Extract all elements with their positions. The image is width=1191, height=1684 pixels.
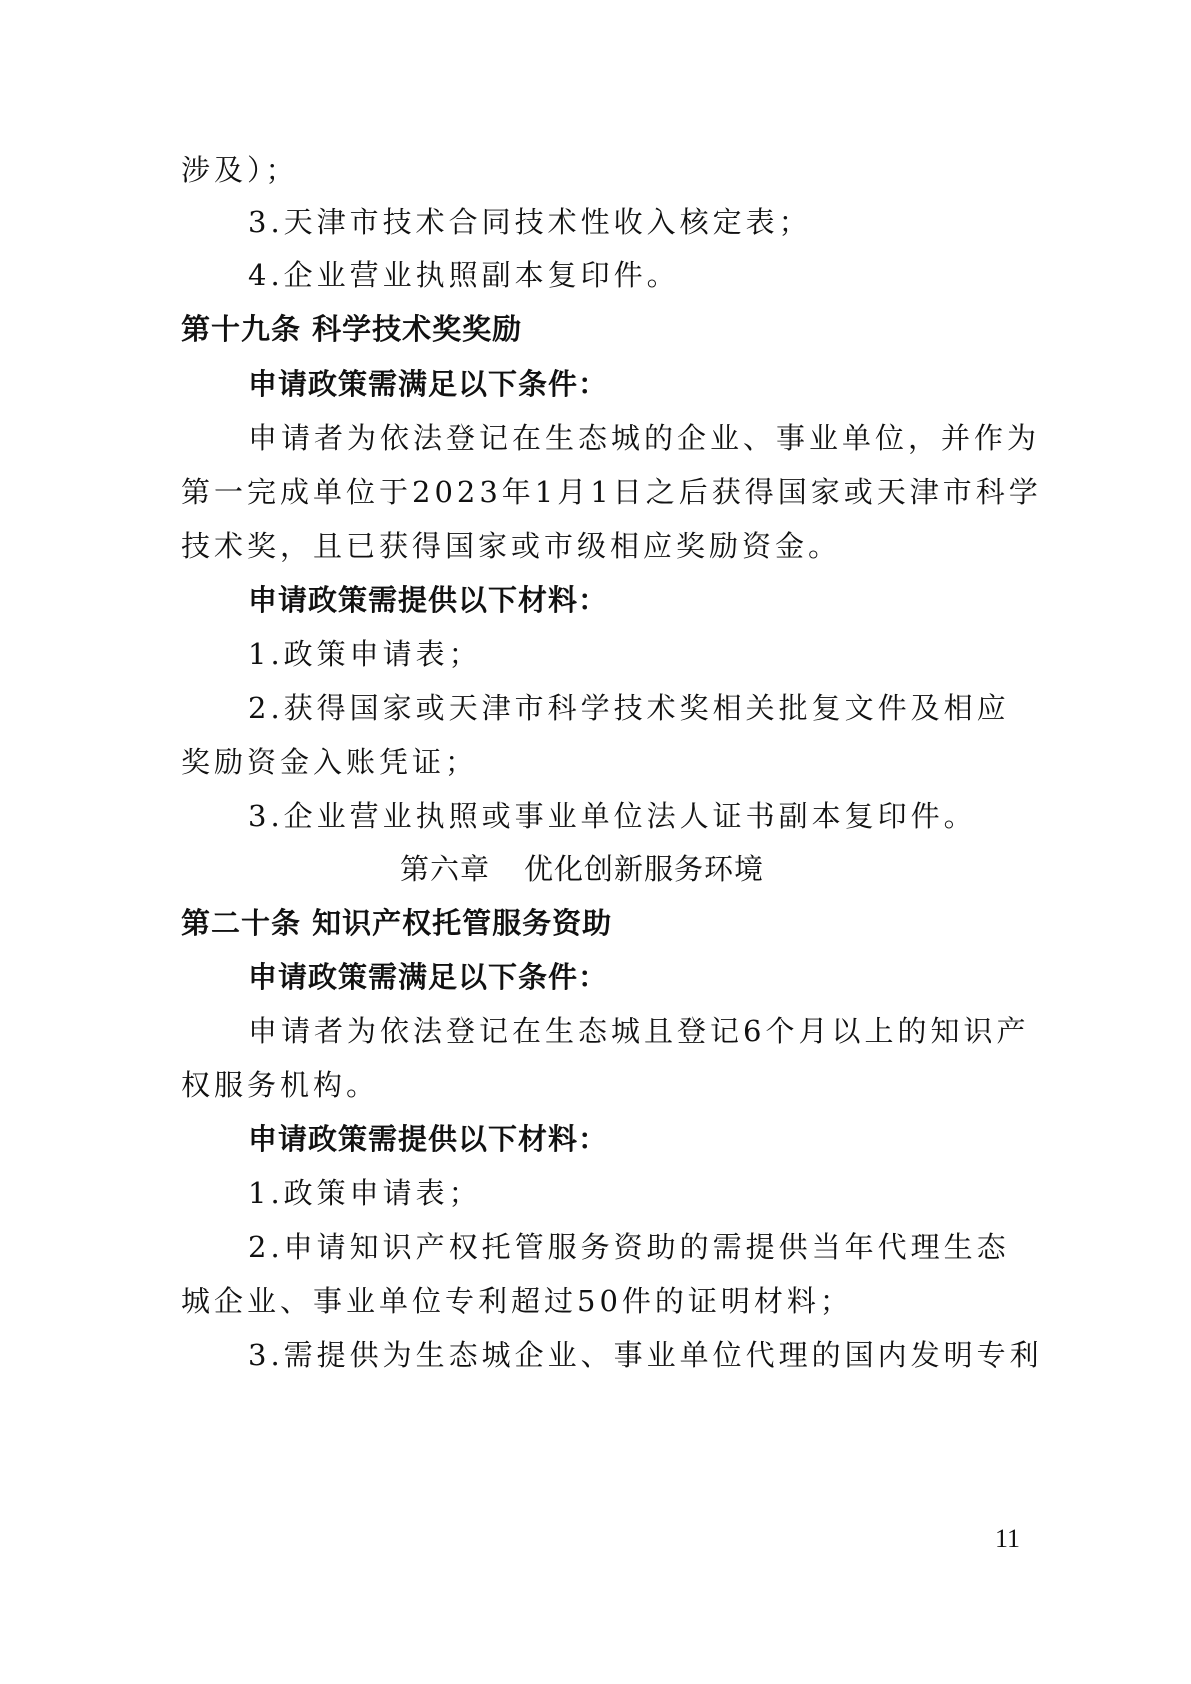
chapter-title: 优化创新服务环境 bbox=[524, 852, 765, 886]
list-item: 1.政策申请表； bbox=[248, 637, 482, 671]
section-label: 申请政策需提供以下材料： bbox=[248, 1122, 609, 1156]
text-line: 第一完成单位于2023年1月1日之后获得国家或天津市科学 bbox=[181, 475, 1042, 509]
article-title: 知识产权托管服务资助 bbox=[312, 906, 613, 940]
article-heading bbox=[181, 311, 1011, 347]
text-line: 奖励资金入账凭证； bbox=[181, 745, 479, 779]
chapter-number: 第六章 bbox=[400, 852, 491, 886]
article-heading bbox=[181, 905, 1011, 941]
text-line: 申请者为依法登记在生态城且登记6个月以上的知识产 bbox=[248, 1014, 1030, 1048]
page-number: 11 bbox=[994, 1524, 1020, 1553]
section-label: 申请政策需满足以下条件： bbox=[248, 960, 609, 994]
text-line: 涉及）； bbox=[181, 153, 299, 187]
list-item: 3.天津市技术合同技术性收入核定表； bbox=[248, 205, 812, 239]
text-line: 申请者为依法登记在生态城的企业、事业单位，并作为 bbox=[248, 421, 1041, 455]
section-label: 申请政策需提供以下材料： bbox=[248, 583, 609, 617]
article-number: 第二十条 bbox=[181, 906, 302, 940]
list-item: 2.申请知识产权托管服务资助的需提供当年代理生态 bbox=[248, 1230, 1010, 1264]
text-line: 城企业、事业单位专利超过50件的证明材料； bbox=[181, 1284, 853, 1318]
article-title: 科学技术奖奖励 bbox=[312, 312, 523, 346]
list-item: 3.企业营业执照或事业单位法人证书副本复印件。 bbox=[248, 799, 977, 833]
chapter-heading bbox=[400, 851, 1191, 887]
text-line: 技术奖，且已获得国家或市级相应奖励资金。 bbox=[181, 529, 842, 563]
article-number: 第十九条 bbox=[181, 312, 302, 346]
text-line: 权服务机构。 bbox=[181, 1068, 380, 1102]
section-label: 申请政策需满足以下条件： bbox=[248, 367, 609, 401]
list-item: 1.政策申请表； bbox=[248, 1176, 482, 1210]
list-item: 2.获得国家或天津市科学技术奖相关批复文件及相应 bbox=[248, 691, 1010, 725]
list-item: 3.需提供为生态城企业、事业单位代理的国内发明专利 bbox=[248, 1338, 1043, 1372]
list-item: 4.企业营业执照副本复印件。 bbox=[248, 258, 680, 292]
